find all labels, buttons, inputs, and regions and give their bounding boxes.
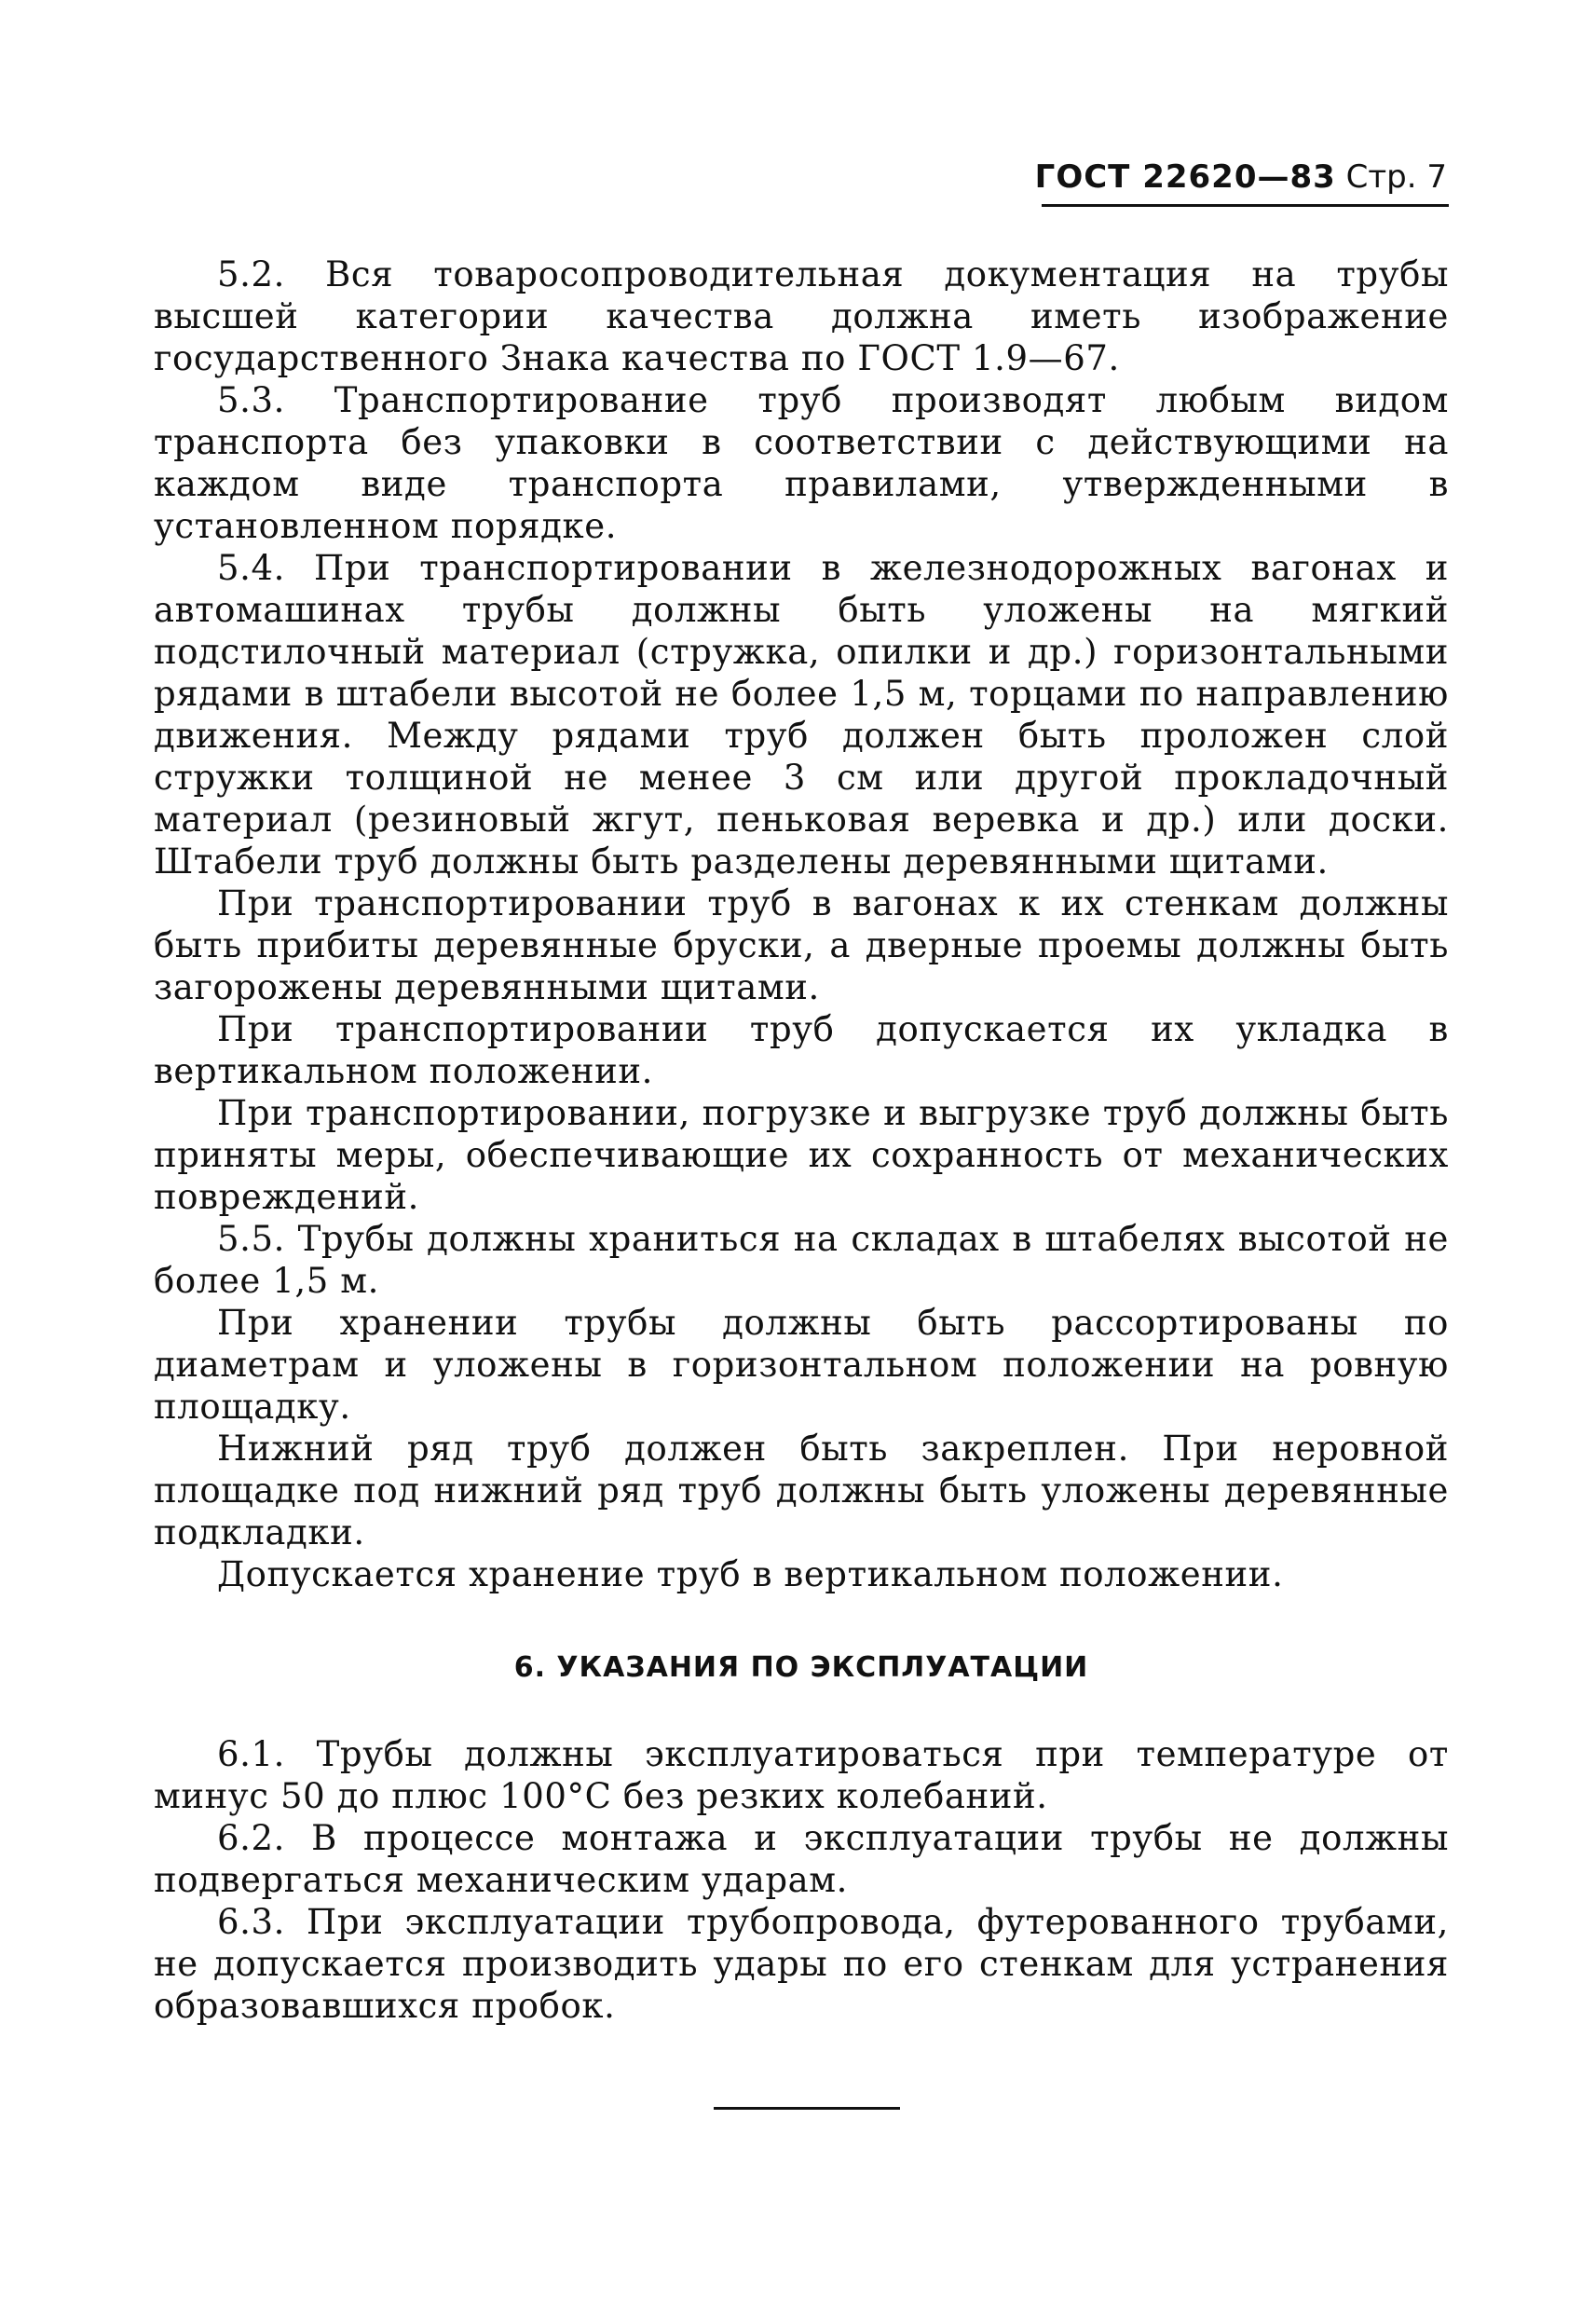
paragraph-5-4-vertical: При транспортировании труб допускается их укладка в вертикальном положении. (154, 1009, 1449, 1091)
paragraph-6-1: 6.1. Трубы должны эксплуатироваться при температуре от минус 50 до плюс 100°С без резких колебаний. (154, 1734, 1449, 1816)
header-rule (1042, 204, 1449, 207)
paragraph-5-4: 5.4. При транспортировании в железнодорожных вагонах и автомашинах трубы должны быть уложены на мягкий подстилочный материал (стружка, опилки и др.) горизонтальными рядами в штабели высотой не более 1,5 м, торцами по направлению движения. Между рядами труб должен быть проложен слой стружки толщиной не менее 3 см или другой прокладочный материал (резиновый жгут, пеньковая веревка и др.) или доски. Штабели труб должны быть разделены деревянными щитами. (154, 548, 1449, 882)
end-of-text-rule (714, 2107, 900, 2110)
standard-number: ГОСТ 22620—83 (1034, 158, 1336, 196)
paragraph-5-5-vertical-storage: Допускается хранение труб в вертикальном положении. (217, 1554, 1284, 1594)
paragraph-6-3: 6.3. При эксплуатации трубопровода, футерованного трубами, не допускается производить удары по его стенкам для устранения образовавшихся пробок. (154, 1902, 1449, 2026)
paragraph-5-4-protection: При транспортировании, погрузке и выгрузке труб должны быть приняты меры, обеспечивающие их сохранность от механических повреждений. (154, 1093, 1449, 1217)
paragraph-5-3: 5.3. Транспортирование труб производят любым видом транспорта без упаковки в соответствии с действующими на каждом виде транспорта правилами, утвержденными в установленном порядке. (154, 380, 1449, 546)
page-number: Стр. 7 (1345, 158, 1447, 196)
paragraph-5-5-bottom-row: Нижний ряд труб должен быть закреплен. При неровной площадке под нижний ряд труб должны быть уложены деревянные подкладки. (154, 1429, 1449, 1552)
paragraph-5-2: 5.2. Вся товаросопроводительная документация на трубы высшей категории качества должна иметь изображение государственного Знака качества по ГОСТ 1.9—67. (154, 254, 1449, 378)
paragraph-5-5-sorting: При хранении трубы должны быть рассортированы по диаметрам и уложены в горизонтальном положении на ровную площадку. (154, 1303, 1449, 1427)
document-body (154, 253, 1449, 2027)
section-6-heading: 6. УКАЗАНИЯ ПО ЭКСПЛУАТАЦИИ (513, 1651, 1089, 1684)
paragraph-5-4-wagons: При транспортировании труб в вагонах к их стенкам должны быть прибиты деревянные бруски, а дверные проемы должны быть загорожены деревянными щитами. (154, 883, 1449, 1007)
paragraph-5-5: 5.5. Трубы должны храниться на складах в штабелях высотой не более 1,5 м. (154, 1219, 1449, 1301)
paragraph-6-2: 6.2. В процессе монтажа и эксплуатации трубы не должны подвергаться механическим ударам. (154, 1818, 1449, 1900)
page-header (1035, 158, 1447, 196)
